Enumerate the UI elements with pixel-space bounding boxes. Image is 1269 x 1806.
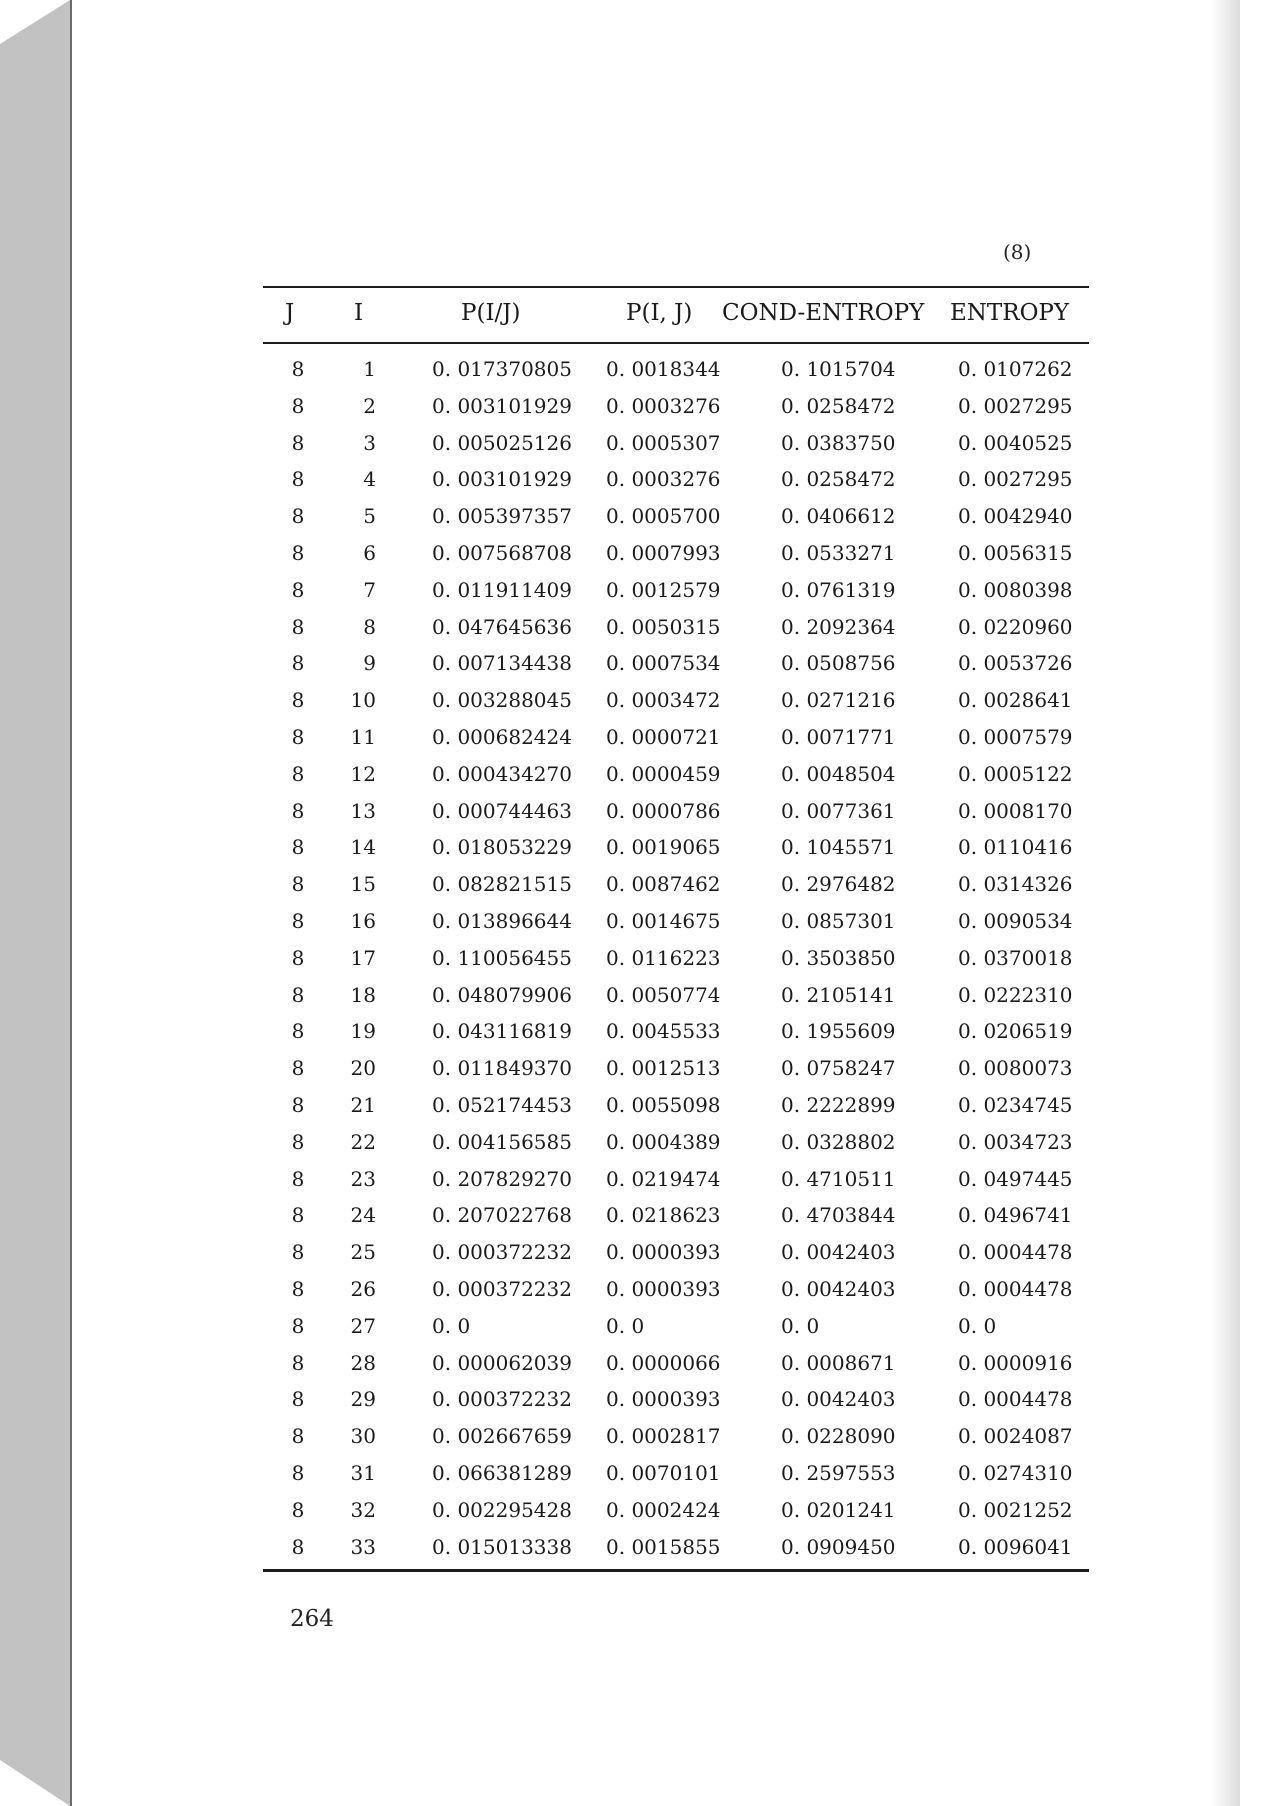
cell-entropy: 0. 0053726 xyxy=(958,651,1073,676)
cell-p-i-j: 0. 0000459 xyxy=(606,761,721,786)
table-row xyxy=(0,946,1269,983)
table-row xyxy=(0,394,1269,431)
cell-p-i-given-j: 0. 0 xyxy=(432,1313,471,1338)
cell-entropy: 0. 0496741 xyxy=(958,1203,1073,1228)
cell-p-i-given-j: 0. 207829270 xyxy=(432,1166,572,1191)
cell-p-i-given-j: 0. 003101929 xyxy=(432,467,572,492)
cell-cond-entropy: 0. 0258472 xyxy=(781,393,896,418)
cell-p-i-j: 0. 0018344 xyxy=(606,357,721,381)
cell-j: 8 xyxy=(291,651,305,676)
cell-i: 26 xyxy=(350,1276,376,1301)
table-row xyxy=(0,615,1269,652)
cell-entropy: 0. 0056315 xyxy=(958,540,1073,565)
table-row xyxy=(0,541,1269,578)
cell-p-i-given-j: 0. 000434270 xyxy=(432,761,572,786)
cell-entropy: 0. 0004478 xyxy=(958,1276,1073,1301)
cell-p-i-given-j: 0. 002295428 xyxy=(432,1497,572,1522)
cell-cond-entropy: 0. 0201241 xyxy=(781,1497,896,1522)
cell-p-i-given-j: 0. 013896644 xyxy=(432,908,572,933)
cell-i: 5 xyxy=(363,504,376,529)
cell-cond-entropy: 0. 0533271 xyxy=(781,540,896,565)
cell-i: 21 xyxy=(350,1092,376,1117)
cell-j: 8 xyxy=(291,1129,305,1154)
cell-j: 8 xyxy=(291,1313,305,1338)
cell-j: 8 xyxy=(291,945,305,970)
cell-p-i-given-j: 0. 011849370 xyxy=(432,1056,572,1081)
cell-p-i-j: 0. 0003472 xyxy=(606,688,721,713)
cell-entropy: 0. 0000916 xyxy=(958,1350,1073,1375)
table-row xyxy=(0,1203,1269,1240)
cell-p-i-j: 0. 0000066 xyxy=(606,1350,721,1375)
cell-entropy: 0. 0080073 xyxy=(958,1056,1073,1081)
cell-p-i-given-j: 0. 048079906 xyxy=(432,982,572,1007)
cell-p-i-j: 0. 0087462 xyxy=(606,872,721,897)
table-row xyxy=(0,1351,1269,1388)
cell-cond-entropy: 0. 0508756 xyxy=(781,651,896,676)
cell-j: 8 xyxy=(291,872,305,897)
cell-j: 8 xyxy=(291,357,305,381)
cell-p-i-given-j: 0. 000062039 xyxy=(432,1350,572,1375)
table-row xyxy=(0,1535,1269,1572)
cell-p-i-j: 0. 0055098 xyxy=(606,1092,721,1117)
cell-p-i-j: 0. 0002424 xyxy=(606,1497,721,1522)
cell-p-i-j: 0. 0012579 xyxy=(606,577,721,602)
cell-entropy: 0. 0027295 xyxy=(958,467,1073,492)
cell-j: 8 xyxy=(291,798,305,823)
cell-entropy: 0. 0107262 xyxy=(958,357,1073,381)
cell-i: 6 xyxy=(363,540,376,565)
cell-j: 8 xyxy=(291,908,305,933)
cell-i: 32 xyxy=(350,1497,376,1522)
cell-p-i-given-j: 0. 005025126 xyxy=(432,430,572,455)
cell-j: 8 xyxy=(291,1534,305,1559)
table-row xyxy=(0,1387,1269,1424)
cell-cond-entropy: 0. 0042403 xyxy=(781,1240,896,1265)
cell-entropy: 0. 0004478 xyxy=(958,1240,1073,1265)
cell-j: 8 xyxy=(291,430,305,455)
table-row xyxy=(0,688,1269,725)
cell-i: 14 xyxy=(350,835,376,860)
cell-p-i-given-j: 0. 003101929 xyxy=(432,393,572,418)
cell-j: 8 xyxy=(291,1166,305,1191)
cell-p-i-j: 0. 0116223 xyxy=(606,945,721,970)
cell-cond-entropy: 0. 0 xyxy=(781,1313,820,1338)
cell-p-i-given-j: 0. 066381289 xyxy=(432,1460,572,1485)
cell-j: 8 xyxy=(291,1387,305,1412)
cell-i: 4 xyxy=(363,467,376,492)
cell-i: 22 xyxy=(350,1129,376,1154)
cell-entropy: 0. 0080398 xyxy=(958,577,1073,602)
cell-cond-entropy: 0. 0758247 xyxy=(781,1056,896,1081)
cell-p-i-given-j: 0. 004156585 xyxy=(432,1129,572,1154)
table-row xyxy=(0,1240,1269,1277)
cell-p-i-given-j: 0. 015013338 xyxy=(432,1534,572,1559)
cell-i: 12 xyxy=(350,761,376,786)
cell-i: 30 xyxy=(350,1424,376,1449)
header-p-i-given-j: P(I/J) xyxy=(461,300,521,326)
table-row xyxy=(0,1019,1269,1056)
cell-j: 8 xyxy=(291,1424,305,1449)
table-header-row xyxy=(0,294,1269,334)
cell-cond-entropy: 0. 0008671 xyxy=(781,1350,896,1375)
cell-p-i-j: 0. 0015855 xyxy=(606,1534,721,1559)
header-cond-entropy: COND-ENTROPY xyxy=(722,300,925,326)
cell-entropy: 0. 0007579 xyxy=(958,724,1073,749)
cell-i: 33 xyxy=(350,1534,376,1559)
table-row xyxy=(0,578,1269,615)
cell-entropy: 0. 0042940 xyxy=(958,504,1073,529)
cell-i: 11 xyxy=(350,724,376,749)
cell-cond-entropy: 0. 1955609 xyxy=(781,1019,896,1044)
table-row xyxy=(0,1277,1269,1314)
cell-p-i-j: 0. 0003276 xyxy=(606,393,721,418)
cell-p-i-given-j: 0. 003288045 xyxy=(432,688,572,713)
cell-entropy: 0. 0222310 xyxy=(958,982,1073,1007)
cell-p-i-given-j: 0. 000372232 xyxy=(432,1387,572,1412)
cell-i: 13 xyxy=(350,798,376,823)
cell-i: 7 xyxy=(363,577,376,602)
cell-i: 8 xyxy=(363,614,376,639)
table-body xyxy=(0,357,1269,1571)
cell-cond-entropy: 0. 1045571 xyxy=(781,835,896,860)
cell-p-i-j: 0. 0007993 xyxy=(606,540,721,565)
cell-i: 3 xyxy=(363,430,376,455)
cell-p-i-j: 0. 0019065 xyxy=(606,835,721,860)
cell-entropy: 0. 0028641 xyxy=(958,688,1073,713)
cell-entropy: 0. 0027295 xyxy=(958,393,1073,418)
cell-entropy: 0. 0008170 xyxy=(958,798,1073,823)
cell-p-i-given-j: 0. 002667659 xyxy=(432,1424,572,1449)
cell-p-i-given-j: 0. 000744463 xyxy=(432,798,572,823)
cell-p-i-j: 0. 0012513 xyxy=(606,1056,721,1081)
cell-p-i-j: 0. 0004389 xyxy=(606,1129,721,1154)
table-row xyxy=(0,357,1269,394)
cell-p-i-given-j: 0. 052174453 xyxy=(432,1092,572,1117)
table-row xyxy=(0,835,1269,872)
cell-j: 8 xyxy=(291,393,305,418)
cell-p-i-given-j: 0. 043116819 xyxy=(432,1019,572,1044)
cell-cond-entropy: 0. 0857301 xyxy=(781,908,896,933)
table-row xyxy=(0,467,1269,504)
table-row xyxy=(0,1424,1269,1461)
cell-cond-entropy: 0. 1015704 xyxy=(781,357,896,381)
cell-entropy: 0. 0090534 xyxy=(958,908,1073,933)
cell-j: 8 xyxy=(291,1240,305,1265)
cell-i: 27 xyxy=(350,1313,376,1338)
cell-entropy: 0. 0234745 xyxy=(958,1092,1073,1117)
cell-p-i-given-j: 0. 018053229 xyxy=(432,835,572,860)
cell-cond-entropy: 0. 0383750 xyxy=(781,430,896,455)
cell-j: 8 xyxy=(291,835,305,860)
cell-p-i-j: 0. 0000393 xyxy=(606,1276,721,1301)
table-row xyxy=(0,983,1269,1020)
cell-p-i-j: 0. 0002817 xyxy=(606,1424,721,1449)
cell-cond-entropy: 0. 0077361 xyxy=(781,798,896,823)
cell-j: 8 xyxy=(291,1203,305,1228)
cell-j: 8 xyxy=(291,1350,305,1375)
cell-entropy: 0. 0497445 xyxy=(958,1166,1073,1191)
cell-i: 9 xyxy=(363,651,376,676)
table-row xyxy=(0,1461,1269,1498)
cell-j: 8 xyxy=(291,982,305,1007)
cell-p-i-j: 0. 0045533 xyxy=(606,1019,721,1044)
header-i: I xyxy=(354,300,364,326)
cell-cond-entropy: 0. 0048504 xyxy=(781,761,896,786)
cell-i: 24 xyxy=(350,1203,376,1228)
cell-p-i-j: 0. 0007534 xyxy=(606,651,721,676)
header-entropy: ENTROPY xyxy=(950,300,1070,326)
cell-cond-entropy: 0. 2976482 xyxy=(781,872,896,897)
table-bottom-rule xyxy=(263,1569,1089,1572)
cell-j: 8 xyxy=(291,577,305,602)
cell-j: 8 xyxy=(291,504,305,529)
cell-entropy: 0. 0110416 xyxy=(958,835,1073,860)
cell-entropy: 0. 0220960 xyxy=(958,614,1073,639)
cell-i: 28 xyxy=(350,1350,376,1375)
cell-p-i-given-j: 0. 110056455 xyxy=(432,945,572,970)
cell-p-i-j: 0. 0050774 xyxy=(606,982,721,1007)
cell-j: 8 xyxy=(291,1497,305,1522)
page-number: 264 xyxy=(290,1606,334,1632)
header-j: J xyxy=(285,300,295,326)
cell-i: 16 xyxy=(350,908,376,933)
cell-cond-entropy: 0. 0271216 xyxy=(781,688,896,713)
table-row xyxy=(0,1167,1269,1204)
cell-p-i-j: 0. 0000786 xyxy=(606,798,721,823)
cell-j: 8 xyxy=(291,724,305,749)
table-row xyxy=(0,1056,1269,1093)
cell-entropy: 0. 0024087 xyxy=(958,1424,1073,1449)
cell-p-i-given-j: 0. 007568708 xyxy=(432,540,572,565)
cell-cond-entropy: 0. 2105141 xyxy=(781,982,896,1007)
cell-i: 1 xyxy=(363,357,376,381)
cell-cond-entropy: 0. 0042403 xyxy=(781,1276,896,1301)
cell-cond-entropy: 0. 4703844 xyxy=(781,1203,896,1228)
cell-j: 8 xyxy=(291,1092,305,1117)
cell-p-i-given-j: 0. 011911409 xyxy=(432,577,572,602)
cell-entropy: 0. 0034723 xyxy=(958,1129,1073,1154)
cell-entropy: 0. 0206519 xyxy=(958,1019,1073,1044)
cell-p-i-j: 0. 0005700 xyxy=(606,504,721,529)
cell-p-i-j: 0. 0 xyxy=(606,1313,645,1338)
cell-i: 25 xyxy=(350,1240,376,1265)
cell-p-i-given-j: 0. 007134438 xyxy=(432,651,572,676)
table-header-rule xyxy=(263,342,1089,344)
cell-i: 20 xyxy=(350,1056,376,1081)
cell-j: 8 xyxy=(291,1056,305,1081)
table-row xyxy=(0,651,1269,688)
cell-p-i-j: 0. 0070101 xyxy=(606,1460,721,1485)
cell-entropy: 0. 0021252 xyxy=(958,1497,1073,1522)
cell-p-i-j: 0. 0219474 xyxy=(606,1166,721,1191)
cell-p-i-j: 0. 0000721 xyxy=(606,724,721,749)
cell-cond-entropy: 0. 3503850 xyxy=(781,945,896,970)
table-row xyxy=(0,1130,1269,1167)
table-row xyxy=(0,504,1269,541)
cell-p-i-given-j: 0. 005397357 xyxy=(432,504,572,529)
cell-j: 8 xyxy=(291,761,305,786)
cell-p-i-given-j: 0. 082821515 xyxy=(432,872,572,897)
cell-entropy: 0. 0040525 xyxy=(958,430,1073,455)
cell-j: 8 xyxy=(291,467,305,492)
cell-cond-entropy: 0. 0328802 xyxy=(781,1129,896,1154)
cell-cond-entropy: 0. 2222899 xyxy=(781,1092,896,1117)
cell-j: 8 xyxy=(291,1460,305,1485)
table-row xyxy=(0,725,1269,762)
cell-entropy: 0. 0 xyxy=(958,1313,997,1338)
cell-i: 31 xyxy=(350,1460,376,1485)
cell-i: 15 xyxy=(350,872,376,897)
cell-entropy: 0. 0004478 xyxy=(958,1387,1073,1412)
cell-i: 2 xyxy=(363,393,376,418)
cell-entropy: 0. 0370018 xyxy=(958,945,1073,970)
cell-i: 23 xyxy=(350,1166,376,1191)
table-row xyxy=(0,909,1269,946)
cell-p-i-given-j: 0. 207022768 xyxy=(432,1203,572,1228)
cell-p-i-given-j: 0. 000372232 xyxy=(432,1276,572,1301)
cell-cond-entropy: 0. 0909450 xyxy=(781,1534,896,1559)
table-row xyxy=(0,1093,1269,1130)
cell-j: 8 xyxy=(291,540,305,565)
table-top-rule xyxy=(263,286,1089,288)
cell-p-i-j: 0. 0014675 xyxy=(606,908,721,933)
cell-p-i-given-j: 0. 000682424 xyxy=(432,724,572,749)
cell-p-i-j: 0. 0218623 xyxy=(606,1203,721,1228)
cell-i: 10 xyxy=(350,688,376,713)
cell-j: 8 xyxy=(291,688,305,713)
cell-i: 29 xyxy=(350,1387,376,1412)
cell-cond-entropy: 0. 0228090 xyxy=(781,1424,896,1449)
cell-p-i-given-j: 0. 017370805 xyxy=(432,357,572,381)
cell-cond-entropy: 0. 2092364 xyxy=(781,614,896,639)
cell-cond-entropy: 0. 0406612 xyxy=(781,504,896,529)
header-p-i-j: P(I, J) xyxy=(626,300,693,326)
table-row xyxy=(0,431,1269,468)
cell-cond-entropy: 0. 0761319 xyxy=(781,577,896,602)
table-row xyxy=(0,799,1269,836)
cell-p-i-j: 0. 0000393 xyxy=(606,1387,721,1412)
cell-cond-entropy: 0. 2597553 xyxy=(781,1460,896,1485)
table-row xyxy=(0,872,1269,909)
cell-p-i-j: 0. 0000393 xyxy=(606,1240,721,1265)
table-row xyxy=(0,1314,1269,1351)
cell-p-i-j: 0. 0005307 xyxy=(606,430,721,455)
table-row xyxy=(0,762,1269,799)
cell-i: 19 xyxy=(350,1019,376,1044)
cell-p-i-j: 0. 0050315 xyxy=(606,614,721,639)
cell-entropy: 0. 0274310 xyxy=(958,1460,1073,1485)
cell-i: 17 xyxy=(350,945,376,970)
cell-entropy: 0. 0005122 xyxy=(958,761,1073,786)
cell-j: 8 xyxy=(291,1276,305,1301)
cell-entropy: 0. 0314326 xyxy=(958,872,1073,897)
cell-i: 18 xyxy=(350,982,376,1007)
cell-p-i-given-j: 0. 000372232 xyxy=(432,1240,572,1265)
table-number: (8) xyxy=(1003,240,1032,264)
cell-j: 8 xyxy=(291,1019,305,1044)
cell-cond-entropy: 0. 0042403 xyxy=(781,1387,896,1412)
cell-cond-entropy: 0. 4710511 xyxy=(781,1166,896,1191)
cell-p-i-given-j: 0. 047645636 xyxy=(432,614,572,639)
cell-j: 8 xyxy=(291,614,305,639)
cell-cond-entropy: 0. 0071771 xyxy=(781,724,896,749)
cell-cond-entropy: 0. 0258472 xyxy=(781,467,896,492)
cell-entropy: 0. 0096041 xyxy=(958,1534,1073,1559)
cell-p-i-j: 0. 0003276 xyxy=(606,467,721,492)
table-row xyxy=(0,1498,1269,1535)
